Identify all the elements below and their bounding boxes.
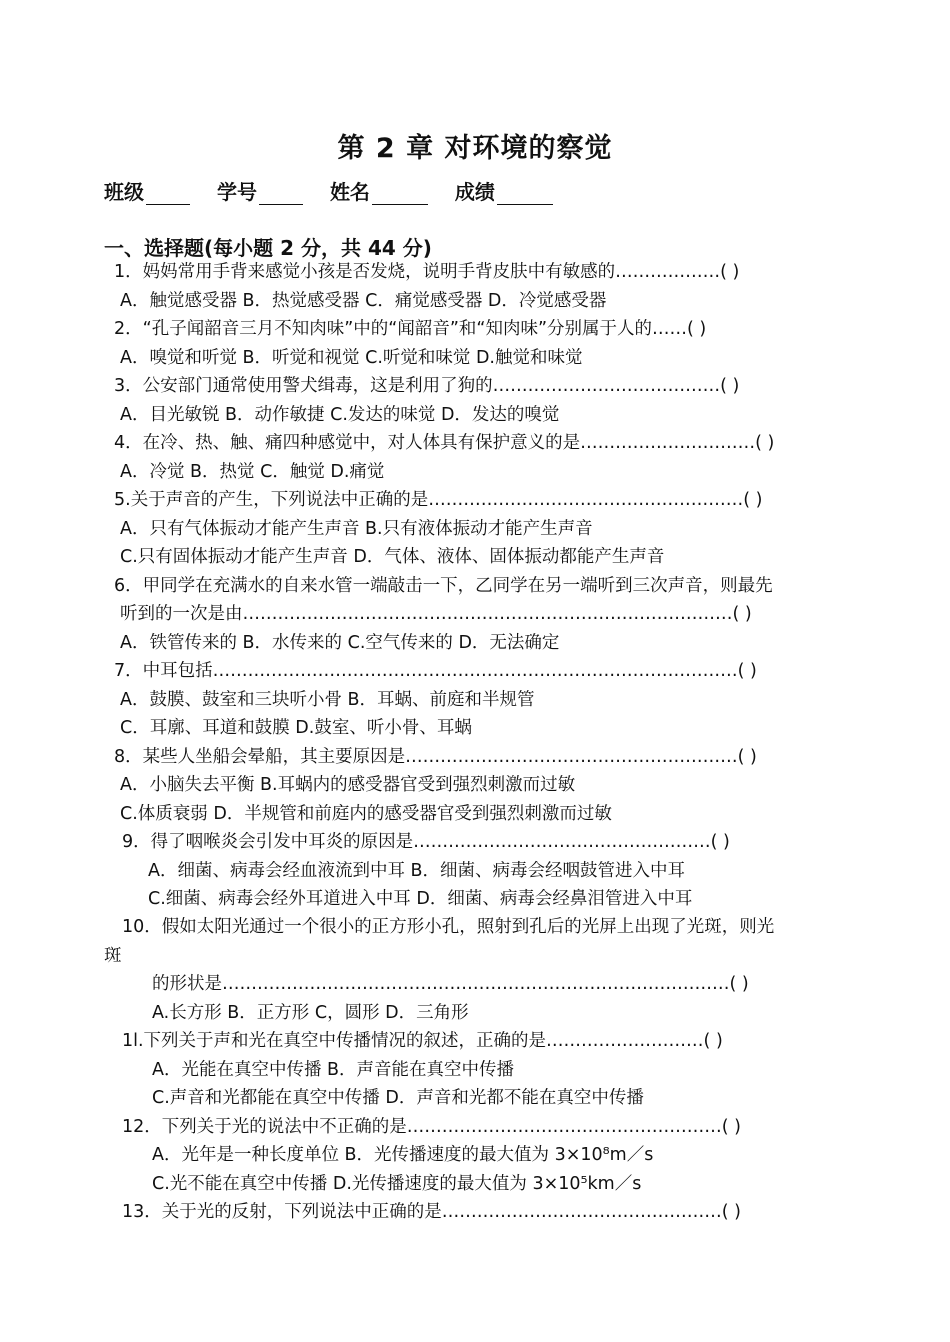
question-line: 8．某些人坐船会晕船，其主要原因是…………………………………………………( )	[114, 747, 757, 767]
option-line: C.细菌、病毒会经外耳道进入中耳 D．细菌、病毒会经鼻泪管进入中耳	[148, 889, 693, 909]
question-line: 9．得了咽喉炎会引发中耳炎的原因是……………………………………………( )	[122, 832, 730, 852]
question-line: 13．关于光的反射，下列说法中正确的是…………………………………………( )	[122, 1202, 741, 1222]
name-field	[330, 180, 428, 204]
question-line: 12．下列关于光的说法中不正确的是………………………………………………( )	[122, 1117, 741, 1137]
question-line: 1．妈妈常用手背来感觉小孩是否发烧，说明手背皮肤中有敏感的………………( )	[114, 262, 740, 282]
option-line: A．冷觉 B．热觉 C．触觉 D.痛觉	[120, 462, 385, 482]
question-line: 5.关于声音的产生，下列说法中正确的是………………………………………………( )	[114, 490, 763, 510]
question-line: 6．甲同学在充满水的自来水管一端敲击一下，乙同学在另一端听到三次声音，则最先	[114, 576, 773, 596]
page-title: 第 2 章 对环境的察觉	[337, 133, 613, 164]
option-line: A．小脑失去平衡 B.耳蜗内的感受器官受到强烈刺激而过敏	[120, 775, 576, 795]
option-line: A.长方形 B．正方形 C，圆形 D．三角形	[152, 1003, 469, 1023]
name-label: 姓名	[329, 180, 370, 204]
option-line: C．耳廓、耳道和鼓膜 D.鼓室、听小骨、耳蜗	[120, 718, 472, 738]
class-label: 班级	[104, 180, 144, 204]
option-line: A．鼓膜、鼓室和三块听小骨 B．耳蜗、前庭和半规管	[120, 690, 535, 710]
id-blank	[259, 186, 303, 205]
option-line: A．细菌、病毒会经血液流到中耳 B．细菌、病毒会经咽鼓管进入中耳	[148, 861, 686, 881]
name-blank	[372, 186, 428, 205]
option-line: C.声音和光都能在真空中传播 D．声音和光都不能在真空中传播	[152, 1088, 644, 1108]
question-line: 10．假如太阳光通过一个很小的正方形小孔，照射到孔后的光屏上出现了光斑，则光	[122, 917, 775, 937]
option-line: C.体质衰弱 D．半规管和前庭内的感受器官受到强烈刺激而过敏	[120, 804, 612, 824]
option-line: C.只有固体振动才能产生声音 D．气体、液体、固体振动都能产生声音	[120, 547, 665, 567]
question-line: 3．公安部门通常使用警犬缉毒，这是利用了狗的…………………………………( )	[114, 376, 740, 396]
question-line: 斑	[104, 946, 122, 966]
option-line: A．光能在真空中传播 B．声音能在真空中传播	[152, 1060, 515, 1080]
option-line: C.光不能在真空中传播 D.光传播速度的最大值为 3×10⁵km／s	[152, 1174, 642, 1194]
option-line: A．只有气体振动才能产生声音 B.只有液体振动才能产生声音	[120, 519, 593, 539]
option-line: A．触觉感受器 B．热觉感受器 C．痛觉感受器 D．冷觉感受器	[120, 291, 607, 311]
option-line: A．目光敏锐 B．动作敏捷 C.发达的味觉 D．发达的嗅觉	[120, 405, 560, 425]
option-line: A．嗅觉和听觉 B．听觉和视觉 C.听觉和味觉 D.触觉和味觉	[120, 348, 583, 368]
score-label: 成绩	[454, 180, 495, 204]
id-label: 学号	[216, 180, 257, 204]
score-blank	[497, 186, 553, 205]
student-info-row	[104, 176, 573, 205]
question-line: 听到的一次是由…………………………………………………………………………( )	[120, 604, 752, 624]
question-line: 2．“孔子闻韶音三月不知肉味”中的“闻韶音”和“知肉味”分别属于人的……( )	[114, 319, 707, 339]
option-line: A．光年是一种长度单位 B．光传播速度的最大值为 3×10⁸m／s	[152, 1145, 654, 1165]
question-line: 7．中耳包括………………………………………………………………………………( )	[114, 661, 757, 681]
score-field	[455, 180, 553, 204]
id-field	[217, 180, 303, 204]
question-line: 1l.下列关于声和光在真空中传播情况的叙述，正确的是………………………( )	[122, 1031, 723, 1051]
question-line: 4．在冷、热、触、痛四种感觉中，对人体具有保护意义的是…………………………( )	[114, 433, 775, 453]
class-field	[104, 180, 190, 204]
option-line: A．铁管传来的 B．水传来的 C.空气传来的 D．无法确定	[120, 633, 560, 653]
question-line: 的形状是……………………………………………………………………………( )	[152, 974, 749, 994]
class-blank	[146, 186, 190, 205]
section-title: 一、选择题(每小题 2 分，共 44 分)	[104, 236, 432, 260]
